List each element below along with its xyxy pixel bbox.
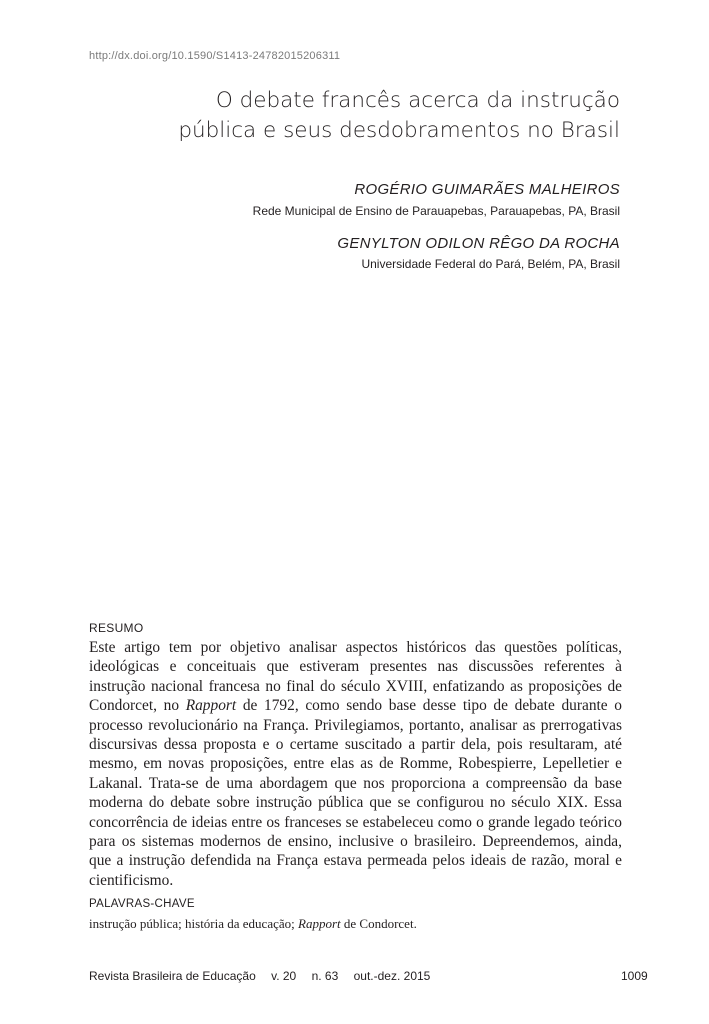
- abstract-rapport-italic: Rapport: [185, 697, 237, 715]
- title-line-2: pública e seus desdobramentos no Brasil: [178, 118, 620, 143]
- footer-citation: [89, 969, 442, 983]
- author-affiliation-1: Rede Municipal de Ensino de Parauapebas, Parauapebas, PA, Brasil: [252, 204, 620, 218]
- abstract-text-part-1: Este artigo tem por objetivo analisar aspectos históricos das questões políticas, ideológicas e conceituais que estiveram presentes nas discussões referentes à instrução nacional francesa no final do século XVIII, enfatizando as proposições de Condorcet, no: [89, 639, 622, 715]
- keywords-rapport-italic: Rapport: [298, 916, 341, 931]
- abstract-text: [89, 638, 622, 890]
- author-name-1: ROGÉRIO GUIMARÃES MALHEIROS: [354, 181, 620, 198]
- abstract-text-part-2: de 1792, como sendo base desse tipo de debate durante o processo revolucionário na França. Privilegiamos, portanto, analisar as prerrogativas discursivas dessa proposta e o certame suscitado a partir dela, pois resultaram, até mesmo, em novas proposições, entre elas as de Romme, Robespierre, Lepelletier e Lakanal. Trata-se de uma abordagem que nos proporciona a compreensão da base moderna do debate sobre instrução pública que se configurou no século XIX. Essa concorrência de ideias entre os franceses se estabeleceu como o grande legado teórico para os sistemas modernos de ensino, inclusive o brasileiro. Depreendemos, ainda, que a instrução defendida na França estava permeada pelos ideais de razão, moral e cientificismo.: [89, 697, 622, 889]
- title-line-1: O debate francês acerca da instrução: [215, 88, 620, 113]
- keywords-heading: PALAVRAS-CHAVE: [89, 898, 195, 910]
- footer-volume: v. 20: [271, 969, 297, 983]
- abstract-heading: RESUMO: [89, 621, 144, 635]
- footer-date: out.-dez. 2015: [353, 969, 431, 983]
- doi-link[interactable]: http://dx.doi.org/10.1590/S1413-24782015206311: [89, 50, 341, 62]
- footer-journal: Revista Brasileira de Educação: [89, 969, 256, 983]
- article-title: [100, 86, 620, 146]
- keywords-text: [89, 916, 417, 932]
- page-number: 1009: [621, 969, 648, 983]
- footer-number: n. 63: [311, 969, 339, 983]
- author-name-2: GENYLTON ODILON RÊGO DA ROCHA: [337, 235, 620, 252]
- keywords-part-1: instrução pública; história da educação;: [89, 916, 299, 931]
- keywords-part-2: de Condorcet.: [340, 916, 417, 931]
- author-affiliation-2: Universidade Federal do Pará, Belém, PA, Brasil: [361, 257, 620, 271]
